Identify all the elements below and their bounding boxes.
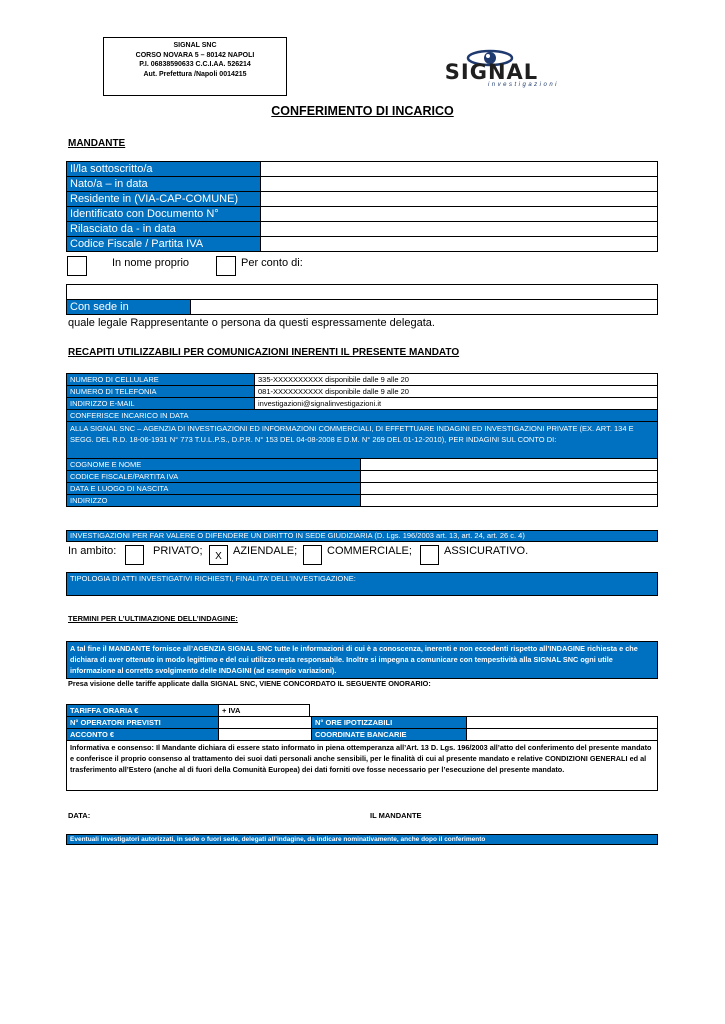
recapiti-value[interactable]: 335-XXXXXXXXXX disponibile dalle 9 alle 20	[254, 374, 657, 385]
in-nome-proprio-checkbox[interactable]	[67, 256, 87, 276]
check-mark: X	[215, 551, 222, 562]
alla-signal-row	[66, 421, 658, 459]
mandante-row	[66, 161, 658, 177]
termini-heading: TERMINI PER L’ULTIMAZIONE DELL’INDAGINE:	[68, 614, 238, 623]
mandante-row	[66, 191, 658, 207]
recapiti-value[interactable]: 081-XXXXXXXXXX disponibile dalle 9 alle 20	[254, 386, 657, 397]
in-nome-proprio-label: In nome proprio	[112, 257, 190, 269]
investigatori-text: Eventuali investigatori autorizzati, in sede o fuori sede, delegati all’indagine, da indicare nominativamente, anche dopo il conferimento	[70, 836, 486, 843]
mandante-label: Identificato con Documento N°	[67, 207, 260, 221]
conferisce-label: CONFERISCE INCARICO IN DATA	[70, 411, 189, 420]
informativa-box	[66, 740, 658, 791]
fine-text: A tal fine il MANDANTE fornisce all’AGENZIA SIGNAL SNC tutte le informazioni di cui è a conoscenza, inerenti e non eccedenti rispetto all’INDAGINE richiesta e che dichiara di aver ottenuto in modo legittimo e del cui utilizzo resta responsabile. Inoltre si impegna a comunicare con tempestività alla SIGNAL SNC ogni utile informazione al corretto svolgimento delle INDAGINI (ad esempio variazioni).	[70, 644, 638, 675]
signal-logo	[424, 48, 559, 90]
soggetto-label: INDIRIZZO	[67, 495, 360, 506]
per-conto-di-checkbox[interactable]	[216, 256, 236, 276]
soggetto-row	[66, 494, 658, 507]
mandante-value-field[interactable]	[260, 162, 657, 176]
ore-field[interactable]	[466, 717, 657, 728]
investigazioni-row	[66, 530, 658, 542]
recapiti-value[interactable]: investigazioni@signalinvestigazioni.it	[254, 398, 657, 409]
recapiti-heading: RECAPITI UTILIZZABILI PER COMUNICAZIONI INERENTI IL PRESENTE MANDATO	[68, 347, 460, 358]
mandante-value-field[interactable]	[260, 207, 657, 221]
alla-signal-text: ALLA SIGNAL SNC – AGENZIA DI INVESTIGAZIONI ED INFORMAZIONI COMMERCIALI, DI EFFETTUARE INDAGINI ED INVESTIGAZIONI PRIVATE (EX. ART. 134 E SEGG. DEL R.D. 18-06-1931 N° 773 T.U.L.P.S., D.P.R. N° 153 DEL 04-08-2008 E D.M. N° 269 DEL 01-12-2010), PER INDAGINI SUL CONTO DI:	[70, 424, 634, 444]
commerciale-label: COMMERCIALE;	[327, 545, 412, 557]
con-sede-row	[66, 299, 658, 315]
per-conto-di-field[interactable]	[66, 284, 658, 300]
mandante-value-field[interactable]	[260, 237, 657, 251]
investigatori-bar[interactable]	[66, 834, 658, 845]
acconto-label: ACCONTO €	[67, 729, 218, 740]
mandante-value-field[interactable]	[260, 192, 657, 206]
company-authorization: Aut. Prefettura /Napoli 0014215	[143, 70, 247, 78]
con-sede-label: Con sede in	[67, 300, 190, 314]
tipologia-text: TIPOLOGIA DI ATTI INVESTIGATIVI RICHIESTI, FINALITA’ DELL’INVESTIGAZIONE:	[70, 574, 356, 583]
legale-rappresentante-text: quale legale Rappresentante o persona da questi espressamente delegata.	[68, 317, 435, 329]
mandante-row	[66, 236, 658, 252]
il-mandante-label: IL MANDANTE	[370, 811, 422, 820]
company-header-box	[103, 37, 287, 96]
operatori-field[interactable]	[218, 717, 311, 728]
mandante-row	[66, 221, 658, 237]
iva-label: + IVA	[218, 705, 309, 716]
coordinate-label: COORDINATE BANCARIE	[311, 729, 466, 740]
soggetto-label: DATA E LUOGO DI NASCITA	[67, 483, 360, 494]
recapiti-label: INDIRIZZO E-MAIL	[67, 398, 254, 409]
privato-label: PRIVATO;	[153, 545, 203, 557]
assicurativo-label: ASSICURATIVO.	[444, 545, 529, 557]
soggetto-field[interactable]	[360, 471, 657, 482]
mandante-heading: MANDANTE	[68, 138, 126, 149]
mandante-value-field[interactable]	[260, 222, 657, 236]
per-conto-di-label: Per conto di:	[241, 257, 303, 269]
mandante-label: Codice Fiscale / Partita IVA	[67, 237, 260, 251]
recapiti-label: NUMERO DI TELEFONIA	[67, 386, 254, 397]
privato-checkbox[interactable]	[125, 545, 144, 565]
soggetto-label: COGNOME E NOME	[67, 459, 360, 470]
ore-label: N° ORE IPOTIZZABILI	[311, 717, 466, 728]
investigazioni-text: INVESTIGAZIONI PER FAR VALERE O DIFENDERE UN DIRITTO IN SEDE GIUDIZIARIA (D. Lgs. 196/2003 art. 13, art. 24, art. 26 c. 4)	[70, 531, 525, 540]
presa-visione-text: Presa visione delle tariffe applicate dalla SIGNAL SNC, VIENE CONCORDATO IL SEGUENTE ONORARIO:	[68, 679, 431, 688]
mandante-label: Il/la sottoscritto/a	[67, 162, 260, 176]
in-ambito-label: In ambito:	[68, 545, 117, 557]
company-name: SIGNAL SNC	[173, 42, 217, 49]
soggetto-field[interactable]	[360, 459, 657, 470]
soggetto-field[interactable]	[360, 495, 657, 506]
commerciale-checkbox[interactable]	[303, 545, 322, 565]
tariffa-label: TARIFFA ORARIA €	[67, 705, 218, 716]
logo-wordmark: SIGNAL	[444, 60, 539, 84]
assicurativo-checkbox[interactable]	[420, 545, 439, 565]
mandante-table	[66, 161, 658, 254]
mandante-label: Nato/a – in data	[67, 177, 260, 191]
coordinate-field[interactable]	[466, 729, 657, 740]
soggetto-label: CODICE FISCALE/PARTITA IVA	[67, 471, 360, 482]
con-sede-field[interactable]	[190, 300, 657, 314]
mandante-value-field[interactable]	[260, 177, 657, 191]
soggetto-field[interactable]	[360, 483, 657, 494]
recapiti-label: NUMERO DI CELLULARE	[67, 374, 254, 385]
informativa-text: Informativa e consenso: Il Mandante dichiara di essere stato informato in piena ottemperanza all’Art. 13 D. Lgs. 196/2003 all’atto del conferimento del presente mandato e conferisce il proprio consenso al trattamento dei suoi dati personali anche sensibili, per le finalità di cui al presente mandato e relative CONDIZIONI GENERALI ed al trasferimento all’Estero (anche al di fuori della Comunità Europea) dei dati forniti ove fosse necessario per l’esecuzione del presente mandato.	[70, 743, 652, 774]
data-label: DATA:	[68, 811, 91, 820]
aziendale-label: AZIENDALE;	[233, 545, 298, 557]
mandante-label: Residente in (VIA-CAP-COMUNE)	[67, 192, 260, 206]
aziendale-checkbox[interactable]	[209, 545, 228, 565]
operatori-label: N° OPERATORI PREVISTI	[67, 717, 218, 728]
mandante-row	[66, 176, 658, 192]
mandante-row	[66, 206, 658, 222]
acconto-field[interactable]	[218, 729, 311, 740]
company-address: CORSO NOVARA 5 – 80142 NAPOLI	[135, 51, 255, 59]
tipologia-row[interactable]	[66, 572, 658, 596]
logo-subtitle: investigazioni	[487, 82, 559, 88]
company-vat: P.I. 06838590633 C.C.I.AA. 526214	[139, 61, 251, 68]
fine-box	[66, 641, 658, 679]
document-title: CONFERIMENTO DI INCARICO	[271, 104, 454, 118]
mandante-label: Rilasciato da - in data	[67, 222, 260, 236]
